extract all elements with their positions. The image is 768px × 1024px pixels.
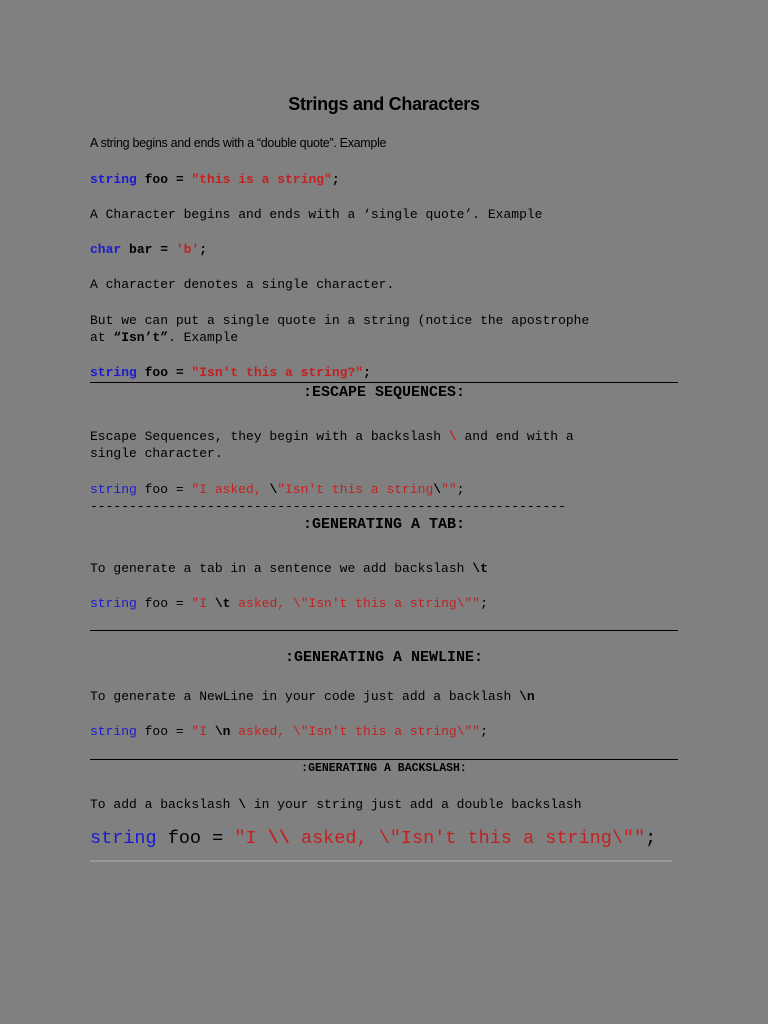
code-keyword: string xyxy=(90,482,137,497)
escape-description-line1 xyxy=(90,428,574,445)
generating-backslash-heading: :GENERATING A BACKSLASH: xyxy=(301,762,467,775)
backslash-symbol: \ xyxy=(238,797,247,812)
code-escape-char: \ xyxy=(433,482,442,497)
note-text: . Example xyxy=(168,330,239,345)
isnt-quote-bold: “Isn’t” xyxy=(113,330,169,345)
intro-text: A string begins and ends with a “double quote”. Example xyxy=(90,136,387,150)
section-divider xyxy=(90,759,678,760)
code-terminator: ; xyxy=(363,365,371,380)
code-terminator: ; xyxy=(480,596,488,611)
generating-newline-heading: :GENERATING A NEWLINE: xyxy=(284,649,484,666)
code-char-literal: 'b' xyxy=(175,242,200,257)
tab-escape-code: \t xyxy=(472,561,488,576)
code-string-literal: "I xyxy=(191,596,215,611)
code-terminator: ; xyxy=(331,172,340,187)
code-string-literal: "I asked, xyxy=(191,482,270,497)
description-text: in your string just add a double backslash xyxy=(246,797,582,812)
escape-description-line2: single character. xyxy=(90,446,223,461)
code-keyword: string xyxy=(90,596,137,611)
code-identifier: foo = xyxy=(136,724,192,739)
code-escape-char: \ xyxy=(269,482,278,497)
code-escape-char: \t xyxy=(214,596,231,611)
code-identifier: foo = xyxy=(136,172,192,187)
bottom-divider xyxy=(90,860,672,862)
code-terminator: ; xyxy=(645,828,657,849)
apostrophe-note-line2 xyxy=(90,329,238,346)
backslash-symbol: \ xyxy=(448,429,457,444)
code-example-backslash xyxy=(90,828,656,849)
code-string-literal: asked, \"Isn't this a string\"" xyxy=(230,724,481,739)
code-example-newline xyxy=(90,723,488,740)
code-string-literal: "this is a string" xyxy=(191,172,332,187)
code-string-literal: asked, \"Isn't this a string\"" xyxy=(289,828,646,849)
code-identifier: foo = xyxy=(156,828,235,849)
code-example-char xyxy=(90,241,207,258)
code-terminator: ; xyxy=(456,482,465,497)
escape-sequences-heading: :ESCAPE SEQUENCES: xyxy=(302,384,466,401)
code-string-literal: "" xyxy=(441,482,457,497)
char-intro-text: A Character begins and ends with a ‘single quote’. Example xyxy=(90,207,543,222)
code-identifier: foo = xyxy=(136,365,192,380)
tab-description xyxy=(90,560,488,577)
generating-tab-heading: :GENERATING A TAB: xyxy=(302,516,466,533)
code-identifier: bar = xyxy=(121,242,176,257)
code-keyword: string xyxy=(90,828,157,849)
dashed-divider: ------------------------------------------------------------- xyxy=(90,499,566,514)
code-keyword: string xyxy=(90,724,137,739)
newline-escape-code: \n xyxy=(519,689,535,704)
char-note-text: A character denotes a single character. xyxy=(90,277,395,292)
description-text: To generate a NewLine in your code just add a backlash xyxy=(90,689,520,704)
description-text: and end with a xyxy=(456,429,574,444)
code-example-string xyxy=(90,171,340,188)
section-divider xyxy=(90,382,678,383)
newline-description xyxy=(90,688,535,705)
page-title: Strings and Characters xyxy=(288,94,480,114)
code-keyword: char xyxy=(90,242,122,257)
code-terminator: ; xyxy=(199,242,208,257)
code-example-escape xyxy=(90,481,465,498)
code-escape-char: \\ xyxy=(267,828,290,849)
description-text: To add a backslash xyxy=(90,797,239,812)
code-string-literal: asked, \"Isn't this a string\"" xyxy=(230,596,481,611)
description-text: To generate a tab in a sentence we add backslash xyxy=(90,561,473,576)
code-identifier: foo = xyxy=(136,596,192,611)
code-string-literal: "I xyxy=(191,724,215,739)
code-example-tab xyxy=(90,595,488,612)
code-identifier: foo = xyxy=(136,482,192,497)
code-example-apostrophe xyxy=(90,364,371,381)
apostrophe-note-line1: But we can put a single quote in a string (notice the apostrophe xyxy=(90,313,590,328)
section-divider xyxy=(90,630,678,631)
code-keyword: string xyxy=(90,172,137,187)
note-text: at xyxy=(90,330,114,345)
code-terminator: ; xyxy=(480,724,488,739)
description-text: Escape Sequences, they begin with a backslash xyxy=(90,429,449,444)
code-keyword: string xyxy=(90,365,137,380)
code-string-literal: "I xyxy=(234,828,268,849)
code-string-literal: "Isn't this a string xyxy=(277,482,434,497)
code-string-literal: "Isn't this a string?" xyxy=(191,365,364,380)
backslash-description xyxy=(90,796,582,813)
code-escape-char: \n xyxy=(214,724,231,739)
